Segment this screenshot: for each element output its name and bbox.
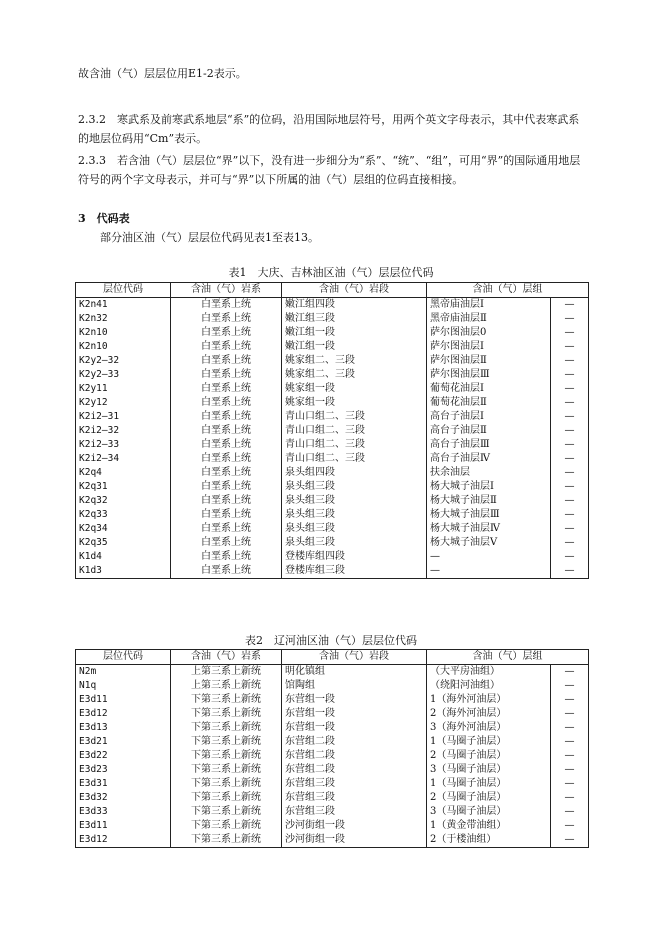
table2-header-segment: 含油（气）岩段 — [282, 650, 427, 665]
layer-group: 葡萄花油层Ⅰ — [427, 382, 551, 396]
dash-mark: — — [551, 805, 589, 819]
rock-segment: 姚家组一段 — [282, 382, 427, 396]
rock-segment: 沙河街组一段 — [282, 819, 427, 833]
rock-system: 白垩系上统 — [171, 564, 282, 579]
table-row — [76, 707, 589, 721]
dash-mark: — — [551, 819, 589, 833]
rock-system: 下第三系上新统 — [171, 763, 282, 777]
table2-header-code: 层位代码 — [76, 650, 171, 665]
table-row — [76, 665, 589, 680]
rock-system: 白垩系上统 — [171, 312, 282, 326]
rock-system: 上第三系上新统 — [171, 665, 282, 680]
table2-header-row — [76, 650, 589, 665]
layer-code: K2q34 — [76, 522, 171, 536]
rock-system: 下第三系上新统 — [171, 721, 282, 735]
rock-segment: 嫩江组一段 — [282, 340, 427, 354]
table-row — [76, 326, 589, 340]
dash-mark: — — [551, 298, 589, 313]
layer-code: K1d4 — [76, 550, 171, 564]
rock-segment: 东营组三段 — [282, 805, 427, 819]
layer-group: 2（马圈子油层） — [427, 749, 551, 763]
rock-system: 白垩系上统 — [171, 326, 282, 340]
table-row — [76, 735, 589, 749]
layer-group: 高台子油层Ⅲ — [427, 438, 551, 452]
table1-header-row — [76, 283, 589, 298]
rock-segment: 东营组一段 — [282, 721, 427, 735]
layer-code: K2q4 — [76, 466, 171, 480]
layer-code: K2n32 — [76, 312, 171, 326]
table2-header-system: 含油（气）岩系 — [171, 650, 282, 665]
dash-mark: — — [551, 382, 589, 396]
layer-code: N1q — [76, 679, 171, 693]
table-row — [76, 805, 589, 819]
rock-system: 下第三系上新统 — [171, 819, 282, 833]
rock-segment: 青山口组二、三段 — [282, 438, 427, 452]
dash-mark: — — [551, 735, 589, 749]
layer-group: 萨尔图油层Ⅲ — [427, 368, 551, 382]
layer-code: K2y2—33 — [76, 368, 171, 382]
layer-group: 2（马圈子油层） — [427, 791, 551, 805]
dash-mark: — — [551, 564, 589, 579]
layer-code: K2q31 — [76, 480, 171, 494]
rock-system: 下第三系上新统 — [171, 735, 282, 749]
layer-group: 1（黄金带油组） — [427, 819, 551, 833]
layer-group: — — [427, 550, 551, 564]
layer-group: （大平房油组） — [427, 665, 551, 680]
rock-segment: 嫩江组三段 — [282, 312, 427, 326]
rock-segment: 青山口组二、三段 — [282, 424, 427, 438]
table-row — [76, 679, 589, 693]
rock-segment: 东营组三段 — [282, 777, 427, 791]
layer-code: E3d23 — [76, 763, 171, 777]
dash-mark: — — [551, 438, 589, 452]
layer-code: K2q33 — [76, 508, 171, 522]
table-row — [76, 536, 589, 550]
layer-code: E3d31 — [76, 777, 171, 791]
table-row — [76, 791, 589, 805]
layer-code: K2i2—31 — [76, 410, 171, 424]
dash-mark: — — [551, 707, 589, 721]
layer-group: 1（马圈子油层） — [427, 777, 551, 791]
rock-system: 下第三系上新统 — [171, 693, 282, 707]
section-intro: 部分油区油（气）层层位代码见表1至表13。 — [100, 231, 319, 244]
layer-group: 高台子油层Ⅳ — [427, 452, 551, 466]
layer-group: 萨尔图油层0 — [427, 326, 551, 340]
rock-system: 白垩系上统 — [171, 466, 282, 480]
table-row — [76, 340, 589, 354]
rock-segment: 嫩江组四段 — [282, 298, 427, 313]
table-row — [76, 564, 589, 579]
dash-mark: — — [551, 679, 589, 693]
rock-segment: 嫩江组一段 — [282, 326, 427, 340]
layer-group: 3（海外河油层） — [427, 721, 551, 735]
layer-code: E3d11 — [76, 819, 171, 833]
layer-code: K1d3 — [76, 564, 171, 579]
dash-mark: — — [551, 354, 589, 368]
table1-header-segment: 含油（气）岩段 — [282, 283, 427, 298]
dash-mark: — — [551, 340, 589, 354]
table-row — [76, 424, 589, 438]
layer-group: 杨大城子油层Ⅴ — [427, 536, 551, 550]
rock-segment: 东营组二段 — [282, 749, 427, 763]
rock-system: 白垩系上统 — [171, 298, 282, 313]
table-row — [76, 494, 589, 508]
layer-group: 1（马圈子油层） — [427, 735, 551, 749]
rock-segment: 馆陶组 — [282, 679, 427, 693]
layer-code: K2n10 — [76, 326, 171, 340]
layer-group: 1（海外河油层） — [427, 693, 551, 707]
rock-segment: 沙河街组一段 — [282, 833, 427, 848]
rock-system: 下第三系上新统 — [171, 749, 282, 763]
layer-group: 葡萄花油层Ⅱ — [427, 396, 551, 410]
dash-mark: — — [551, 536, 589, 550]
dash-mark: — — [551, 665, 589, 680]
table-row — [76, 819, 589, 833]
rock-segment: 东营组三段 — [282, 791, 427, 805]
dash-mark: — — [551, 368, 589, 382]
layer-code: K2y12 — [76, 396, 171, 410]
layer-code: K2q32 — [76, 494, 171, 508]
layer-group: 3（马圈子油层） — [427, 763, 551, 777]
layer-code: K2y11 — [76, 382, 171, 396]
table2-caption: 表2 辽河油区油（气）层层位代码 — [245, 634, 417, 647]
rock-system: 白垩系上统 — [171, 522, 282, 536]
layer-group: 杨大城子油层Ⅰ — [427, 480, 551, 494]
rock-system: 下第三系上新统 — [171, 791, 282, 805]
rock-system: 白垩系上统 — [171, 494, 282, 508]
rock-system: 白垩系上统 — [171, 550, 282, 564]
rock-system: 白垩系上统 — [171, 508, 282, 522]
rock-system: 白垩系上统 — [171, 452, 282, 466]
table-row — [76, 763, 589, 777]
table-row — [76, 396, 589, 410]
layer-group: 2（海外河油层） — [427, 707, 551, 721]
table-row — [76, 833, 589, 848]
layer-code: E3d33 — [76, 805, 171, 819]
table-row — [76, 410, 589, 424]
rock-segment: 泉头组三段 — [282, 480, 427, 494]
rock-segment: 泉头组四段 — [282, 466, 427, 480]
table1-body — [76, 298, 589, 579]
table1-header-code: 层位代码 — [76, 283, 171, 298]
table-row — [76, 693, 589, 707]
table-row — [76, 298, 589, 313]
layer-code: E3d13 — [76, 721, 171, 735]
table-row — [76, 312, 589, 326]
table1 — [75, 282, 589, 579]
table-row — [76, 438, 589, 452]
dash-mark: — — [551, 326, 589, 340]
rock-segment: 姚家组二、三段 — [282, 368, 427, 382]
layer-group: 黑帝庙油层Ⅱ — [427, 312, 551, 326]
layer-group: 2（于楼油组） — [427, 833, 551, 848]
table-row — [76, 480, 589, 494]
table-row — [76, 382, 589, 396]
rock-system: 白垩系上统 — [171, 382, 282, 396]
dash-mark: — — [551, 452, 589, 466]
layer-group: 萨尔图油层Ⅱ — [427, 354, 551, 368]
rock-system: 下第三系上新统 — [171, 777, 282, 791]
rock-segment: 泉头组三段 — [282, 494, 427, 508]
table1-header-system: 含油（气）岩系 — [171, 283, 282, 298]
rock-system: 白垩系上统 — [171, 354, 282, 368]
layer-code: E3d22 — [76, 749, 171, 763]
table-row — [76, 354, 589, 368]
layer-group: （绕阳河油组） — [427, 679, 551, 693]
table1-header-group: 含油（气）层组 — [427, 283, 589, 298]
rock-segment: 姚家组二、三段 — [282, 354, 427, 368]
layer-group: 萨尔图油层Ⅰ — [427, 340, 551, 354]
table2-header-group: 含油（气）层组 — [427, 650, 589, 665]
paragraph-2-3-3: 2.3.3 若含油（气）层层位“界”以下，没有进一步细分为“系”、“统”、“组”，可用“界”的国际通用地层符号的两个字文母表示，并可与“界”以下所属的油（气）层组的位码直接相接。 — [78, 154, 581, 186]
table-row — [76, 550, 589, 564]
rock-system: 白垩系上统 — [171, 438, 282, 452]
layer-group: 黑帝庙油层Ⅰ — [427, 298, 551, 313]
layer-code: K2i2—34 — [76, 452, 171, 466]
layer-code: N2m — [76, 665, 171, 680]
table-row — [76, 508, 589, 522]
dash-mark: — — [551, 424, 589, 438]
table-row — [76, 522, 589, 536]
dash-mark: — — [551, 833, 589, 848]
dash-mark: — — [551, 550, 589, 564]
table-row — [76, 466, 589, 480]
layer-group: 杨大城子油层Ⅱ — [427, 494, 551, 508]
layer-group: 3（马圈子油层） — [427, 805, 551, 819]
rock-segment: 登楼库组三段 — [282, 564, 427, 579]
dash-mark: — — [551, 466, 589, 480]
layer-code: K2y2—32 — [76, 354, 171, 368]
layer-group: — — [427, 564, 551, 579]
table-row — [76, 721, 589, 735]
dash-mark: — — [551, 522, 589, 536]
rock-system: 白垩系上统 — [171, 368, 282, 382]
dash-mark: — — [551, 480, 589, 494]
table2 — [75, 649, 589, 848]
table1-caption: 表1 大庆、吉林油区油（气）层层位代码 — [228, 266, 434, 279]
dash-mark: — — [551, 763, 589, 777]
rock-system: 白垩系上统 — [171, 340, 282, 354]
dash-mark: — — [551, 508, 589, 522]
rock-segment: 东营组二段 — [282, 763, 427, 777]
dash-mark: — — [551, 791, 589, 805]
rock-system: 上第三系上新统 — [171, 679, 282, 693]
dash-mark: — — [551, 494, 589, 508]
table-row — [76, 777, 589, 791]
layer-code: K2n10 — [76, 340, 171, 354]
rock-segment: 登楼库组四段 — [282, 550, 427, 564]
section-heading: 3 代码表 — [78, 212, 130, 225]
rock-segment: 东营组二段 — [282, 735, 427, 749]
rock-segment: 青山口组二、三段 — [282, 410, 427, 424]
layer-code: E3d12 — [76, 707, 171, 721]
rock-system: 下第三系上新统 — [171, 833, 282, 848]
layer-code: E3d12 — [76, 833, 171, 848]
rock-segment: 东营组一段 — [282, 707, 427, 721]
rock-segment: 姚家组一段 — [282, 396, 427, 410]
layer-code: K2i2—32 — [76, 424, 171, 438]
rock-system: 下第三系上新统 — [171, 707, 282, 721]
dash-mark: — — [551, 749, 589, 763]
paragraph-2-3-2: 2.3.2 寒武系及前寒武系地层“系”的位码，沿用国际地层符号，用两个英文字母表示，其中代表寒武系的地层位码用“Cm”表示。 — [78, 113, 580, 145]
paragraph-continuation: 故含油（气）层层位用E1-2表示。 — [78, 67, 247, 80]
layer-code: E3d21 — [76, 735, 171, 749]
layer-code: K2q35 — [76, 536, 171, 550]
dash-mark: — — [551, 721, 589, 735]
layer-group: 高台子油层Ⅰ — [427, 410, 551, 424]
rock-segment: 明化镇组 — [282, 665, 427, 680]
layer-code: K2i2—33 — [76, 438, 171, 452]
layer-group: 高台子油层Ⅱ — [427, 424, 551, 438]
table-row — [76, 452, 589, 466]
rock-system: 白垩系上统 — [171, 410, 282, 424]
dash-mark: — — [551, 410, 589, 424]
table2-body — [76, 665, 589, 848]
layer-code: E3d11 — [76, 693, 171, 707]
rock-system: 下第三系上新统 — [171, 805, 282, 819]
table-row — [76, 749, 589, 763]
rock-segment: 泉头组三段 — [282, 522, 427, 536]
rock-segment: 青山口组二、三段 — [282, 452, 427, 466]
dash-mark: — — [551, 312, 589, 326]
rock-system: 白垩系上统 — [171, 396, 282, 410]
rock-system: 白垩系上统 — [171, 536, 282, 550]
rock-segment: 东营组一段 — [282, 693, 427, 707]
rock-segment: 泉头组三段 — [282, 536, 427, 550]
layer-code: K2n41 — [76, 298, 171, 313]
layer-group: 杨大城子油层Ⅲ — [427, 508, 551, 522]
layer-code: E3d32 — [76, 791, 171, 805]
layer-group: 杨大城子油层Ⅳ — [427, 522, 551, 536]
dash-mark: — — [551, 693, 589, 707]
rock-system: 白垩系上统 — [171, 424, 282, 438]
layer-group: 扶余油层 — [427, 466, 551, 480]
dash-mark: — — [551, 396, 589, 410]
rock-segment: 泉头组三段 — [282, 508, 427, 522]
table-row — [76, 368, 589, 382]
dash-mark: — — [551, 777, 589, 791]
rock-system: 白垩系上统 — [171, 480, 282, 494]
